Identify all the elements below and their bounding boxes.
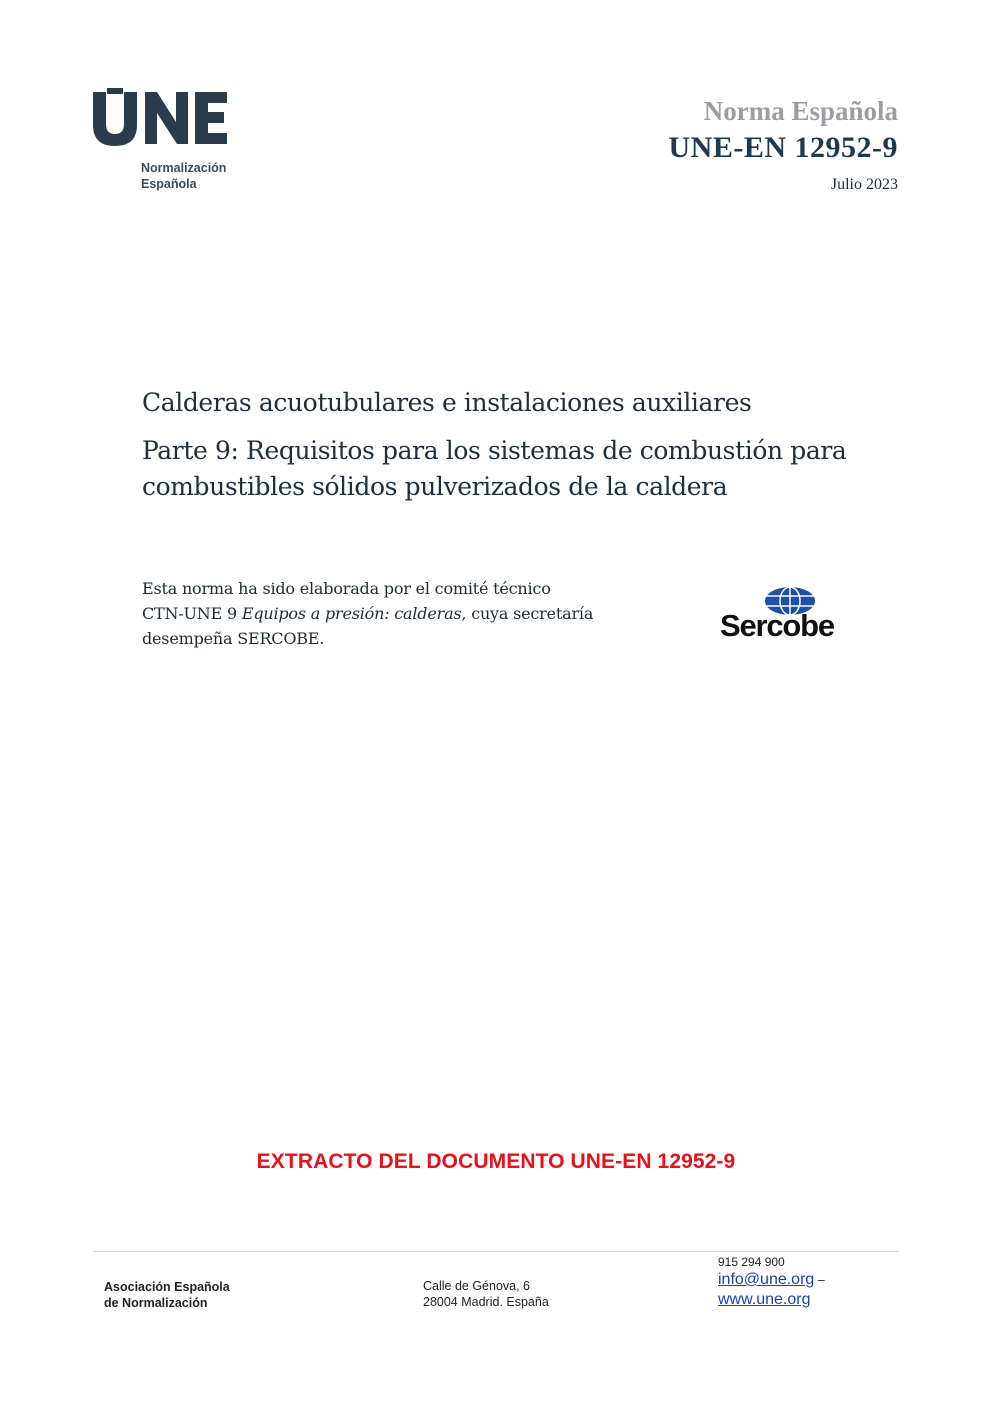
norma-label: Norma Española [703,96,898,126]
committee-line1: Esta norma ha sido elaborada por el comité técnico [142,579,551,598]
footer-organization [104,1279,230,1311]
committee-code: CTN-UNE 9 [142,604,242,623]
footer-phone: 915 294 900 [718,1255,785,1269]
footer-divider [93,1251,899,1252]
sercobe-logo [718,586,866,648]
footer-org-line1: Asociación Española [104,1280,230,1294]
website-link[interactable]: www.une.org [718,1291,811,1308]
main-title: Calderas acuotubulares e instalaciones auxiliares [142,388,752,417]
footer-org-line2: de Normalización [104,1296,208,1310]
committee-line2-suffix: , cuya secretaría [461,604,594,623]
part-title-line2: combustibles sólidos pulverizados de la caldera [142,472,728,501]
committee-statement [142,576,662,651]
norma-code: UNE-EN 12952-9 [668,131,898,164]
part-title-line1: Parte 9: Requisitos para los sistemas de combustión para [142,436,847,465]
footer-contact [718,1254,825,1310]
logo-subtitle-line2: Española [141,177,197,191]
footer-address [423,1278,549,1310]
email-separator: – [814,1273,825,1287]
email-link[interactable]: info@une.org [718,1271,815,1288]
committee-name: Equipos a presión: calderas [241,604,462,623]
footer-addr-line2: 28004 Madrid. España [423,1295,549,1309]
une-wordmark-graphic [93,88,233,146]
committee-line3: desempeña SERCOBE. [142,629,325,648]
publication-date: Julio 2023 [830,176,898,193]
footer-addr-line1: Calle de Génova, 6 [423,1279,531,1293]
sercobe-wordmark: Sercobe [720,608,834,643]
extract-notice: EXTRACTO DEL DOCUMENTO UNE-EN 12952-9 [256,1150,736,1173]
committee-line2 [142,601,662,626]
logo-subtitle-line1: Normalización [141,161,227,175]
une-logo [93,88,253,198]
